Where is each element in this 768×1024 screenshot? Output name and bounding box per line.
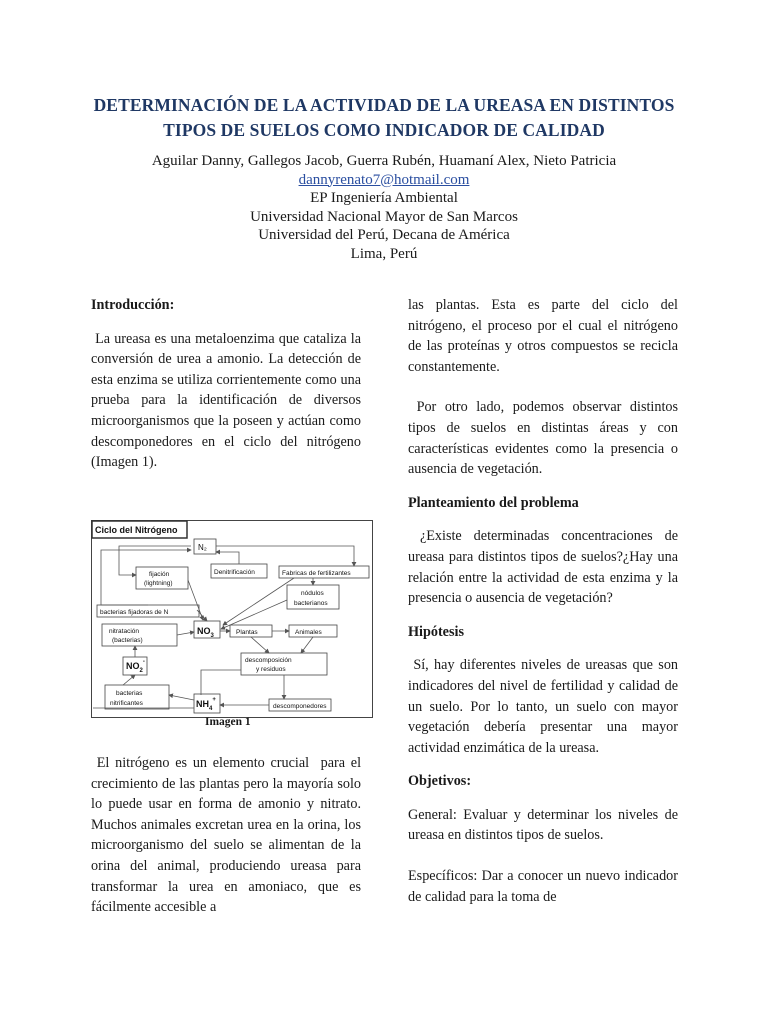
fijacion-label: fijación (149, 571, 170, 578)
author-block (40, 152, 728, 263)
nh4-label: $NH_4^+$ (196, 697, 216, 712)
nitrogen-cycle-diagram (91, 520, 373, 718)
lightning-label: (lightning) (144, 580, 173, 587)
nitratacion-label-1: nitratación (109, 628, 139, 635)
objectives-heading: Objetivos: (408, 773, 472, 790)
affiliation-city: Lima, Perú (350, 245, 418, 262)
problem-heading: Planteamiento del problema (408, 494, 579, 511)
no2-label: $NO_2^-$ (126, 659, 145, 674)
hypothesis-paragraph: Sí, hay diferentes niveles de ureasas que son indicadores del nivel de fertilidad y calidad de un suelo. Por lo tanto, un suelo con mayor vegetación debería presentar una mayor actividad enzimática de la ureasa. (408, 657, 682, 756)
figure-caption: Imagen 1 (205, 716, 251, 728)
nodulos-label-2: bacterianos (294, 600, 328, 607)
affiliation-motto: Universidad del Perú, Decana de América (258, 227, 510, 243)
paper-title (70, 93, 698, 143)
nodulos-label-1: nódulos (301, 590, 324, 597)
nitrogen-paragraph: El nitrógeno es un elemento crucial para el crecimiento de las plantas pero la mayoría solo lo puede usar en forma de amonio y nitrato. Muchos animales excretan urea en la orina, los microorganismo del suelo se alimentan de la orina del animal, produciendo ureasa para transformar la urea en amoniaco, que es fácilmente accesible a (91, 755, 365, 916)
descomponedores-label: descomponedores (273, 703, 327, 710)
problem-paragraph: ¿Existe determinadas concentraciones de ureasa para distintos tipos de suelos?¿Hay una relación entre la actividad de esta enzima y la presencia o ausencia de vegetación? (408, 528, 682, 607)
animales-label: Animales (295, 629, 322, 636)
affiliation-department: EP Ingeniería Ambiental (310, 190, 458, 206)
specific-objective: Específicos: Dar a conocer un nuevo indicador de calidad para la toma de (408, 868, 678, 905)
intro-section (91, 295, 365, 473)
nitrogen-section (91, 753, 365, 918)
plantas-label: Plantas (236, 629, 258, 636)
general-objective: General: Evaluar y determinar los niveles de ureasa en distintos tipos de suelos. (408, 806, 678, 844)
soil-paragraph: Por otro lado, podemos observar distintos tipos de suelos en distintas áreas y con características evidentes como la presencia o ausencia de vegetación. (408, 399, 682, 478)
intro-paragraph: La ureasa es una metaloenzima que cataliza la conversión de urea a amonio. La detección de esta enzima se utiliza corrientemente como una prueba para la identificación de diversos microorganismos que la poseen y actúan como descomponedores en el ciclo del nitrógeno (Imagen 1). (91, 330, 365, 471)
title-line-1: DETERMINACIÓN DE LA ACTIVIDAD DE LA UREASA EN DISTINTOS (93, 95, 675, 115)
descomposicion-label-2: y residuos (256, 666, 286, 673)
hypothesis-heading: Hipótesis (408, 623, 464, 640)
title-line-2: TIPOS DE SUELOS COMO INDICADOR DE CALIDAD (163, 120, 605, 140)
intro-heading: Introducción: (91, 297, 175, 313)
no3-label: $NO_3$ (197, 626, 214, 639)
author-names: Aguilar Danny, Gallegos Jacob, Guerra Rubén, Huamaní Alex, Nieto Patricia (151, 153, 617, 169)
affiliation-university: Universidad Nacional Mayor de San Marcos (250, 208, 518, 225)
descomposicion-label-1: descomposición (245, 657, 292, 664)
denitrificacion-label: Denitrificación (214, 569, 255, 576)
fabricas-label: Fabricas de fertilizantes (282, 570, 351, 577)
nitrificantes-label-1: bacterias (116, 690, 143, 697)
right-column (408, 295, 682, 907)
bacterias-fijadoras-label: bacterias fijadoras de N (100, 609, 169, 616)
continued-paragraph: las plantas. Esta es parte del ciclo del nitrógeno, el proceso por el cual el nitrógeno de las proteínas y otros compuestos se recicla constantemente. (408, 297, 678, 375)
n2-label: N₂ (198, 543, 207, 552)
nitratacion-label-2: (bacterias) (112, 637, 143, 644)
diagram-title: Ciclo del Nitrógeno (95, 525, 178, 535)
email-link[interactable]: dannyrenato7@hotmail.com (298, 171, 470, 188)
nitrificantes-label-2: nitrificantes (110, 700, 143, 707)
